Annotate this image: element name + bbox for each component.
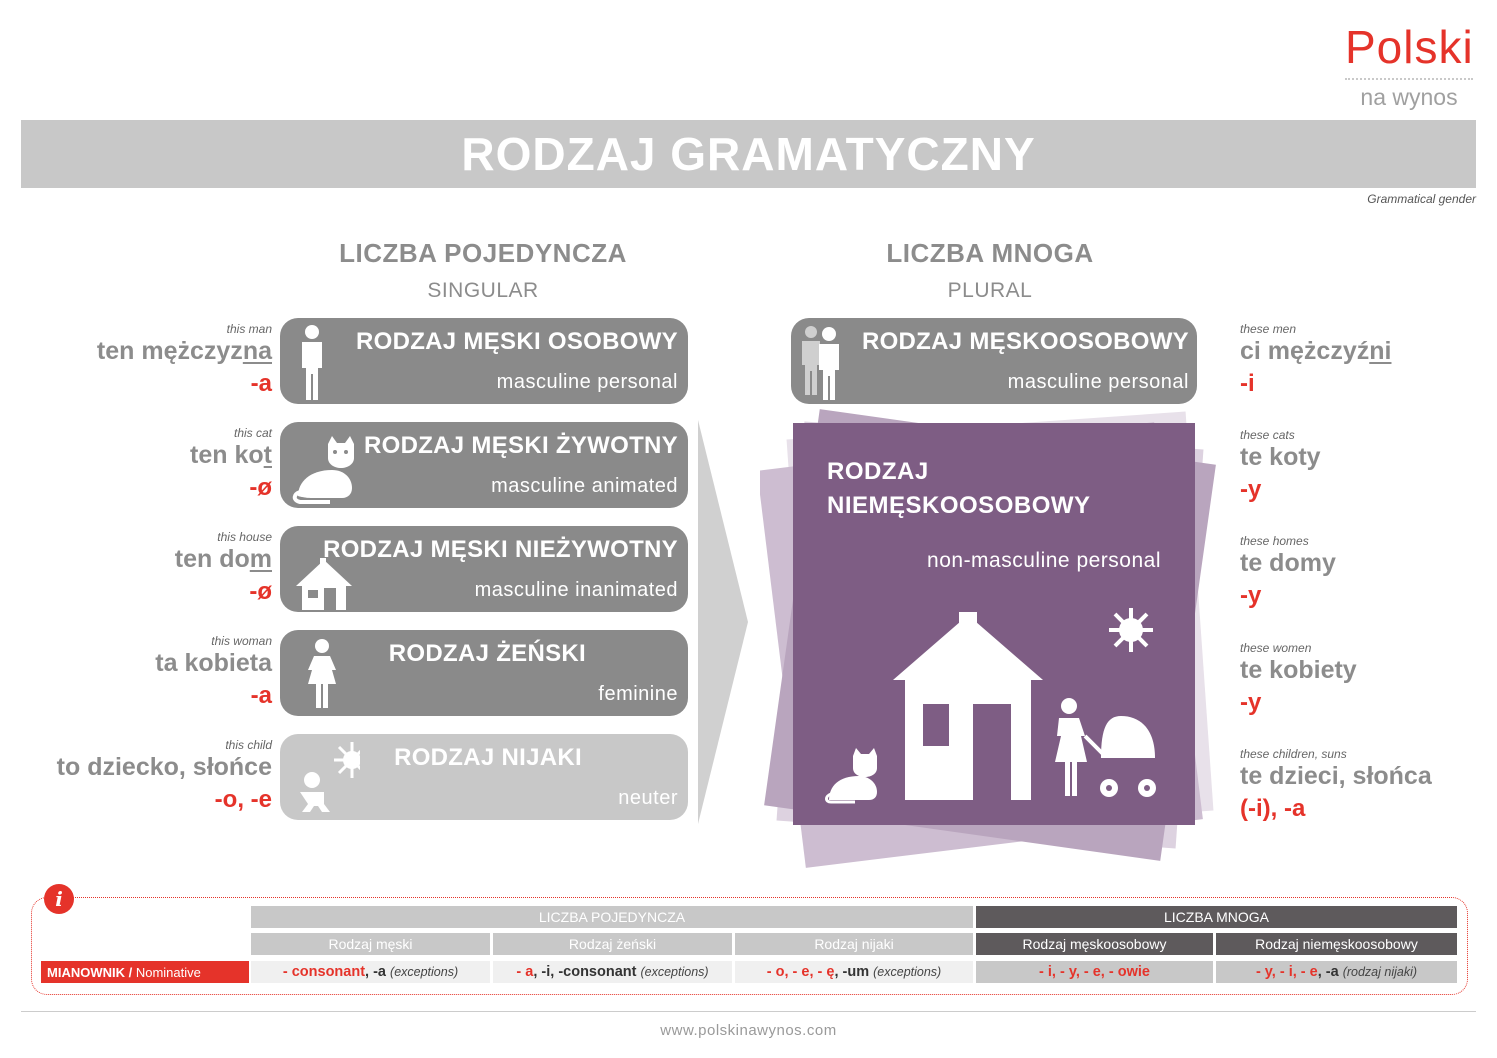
gender-title: RODZAJ NIEMĘSKOOSOBOWY bbox=[827, 458, 1091, 519]
plural-example-1 bbox=[1240, 322, 1490, 402]
table-cell-neuter: - o, - e, - ę , -um (exceptions) bbox=[735, 961, 973, 983]
table-col-feminine: Rodzaj żeński bbox=[493, 933, 732, 955]
gender-english: non-masculine personal bbox=[927, 549, 1161, 572]
gender-box-masculine-inanimated bbox=[280, 526, 688, 612]
gender-box-masculine-animated bbox=[280, 422, 688, 508]
example-gloss: this man bbox=[226, 322, 272, 336]
gender-box-feminine bbox=[280, 630, 688, 716]
gender-title: RODZAJ ŻEŃSKI bbox=[388, 640, 586, 667]
table-header-plural: LICZBA MNOGA bbox=[976, 906, 1457, 928]
table-row-label-nominative: MIANOWNIK / Nominative bbox=[41, 961, 249, 983]
gender-box-plural-masculine-personal bbox=[791, 318, 1197, 404]
example-ending: -i bbox=[1240, 370, 1255, 397]
gender-english: masculine animated bbox=[491, 475, 678, 497]
men-icon bbox=[795, 322, 849, 402]
singular-header-pl: LICZBA POJEDYNCZA bbox=[339, 238, 627, 268]
example-gloss: this cat bbox=[233, 426, 272, 440]
logo-subtitle: na wynos bbox=[1360, 84, 1458, 110]
gender-english: masculine personal bbox=[496, 371, 678, 393]
gender-title: RODZAJ MĘSKI NIEŻYWOTNY bbox=[323, 536, 678, 563]
example-ending: -ø bbox=[249, 474, 272, 501]
singular-header-en: SINGULAR bbox=[427, 279, 539, 302]
example-gloss: these women bbox=[1240, 641, 1312, 655]
footer-url[interactable]: www.polskinawynos.com bbox=[660, 1022, 837, 1039]
plural-scene-icon bbox=[823, 608, 1173, 808]
example-ending: (-i), -a bbox=[1240, 795, 1306, 822]
plural-example-4 bbox=[1240, 641, 1490, 721]
example-gloss: this woman bbox=[211, 634, 272, 648]
gender-box-neuter bbox=[280, 734, 688, 820]
singular-example-1 bbox=[2, 322, 272, 402]
gender-english: feminine bbox=[598, 683, 678, 705]
plural-example-5 bbox=[1240, 747, 1490, 827]
plural-example-3 bbox=[1240, 534, 1490, 614]
gender-english: masculine inanimated bbox=[474, 579, 678, 601]
example-gloss: these children, suns bbox=[1240, 747, 1347, 761]
man-icon bbox=[290, 322, 360, 402]
example-noun: to dziecko, słońce bbox=[56, 753, 272, 781]
example-noun: ci mężczyźni bbox=[1240, 337, 1392, 365]
singular-example-3 bbox=[2, 530, 272, 610]
example-ending: -y bbox=[1240, 689, 1262, 716]
table-col-non-masculine-personal: Rodzaj niemęskoosobowy bbox=[1216, 933, 1457, 955]
example-noun: te domy bbox=[1240, 549, 1336, 577]
example-gloss: these homes bbox=[1240, 534, 1309, 548]
logo-word: Polski bbox=[1345, 21, 1474, 73]
singular-example-2 bbox=[2, 426, 272, 506]
table-cell-masculine-personal: - i, - y, - e, - owie bbox=[976, 961, 1213, 983]
table-header-singular: LICZBA POJEDYNCZA bbox=[251, 906, 973, 928]
example-ending: -a bbox=[250, 682, 272, 709]
gender-english: masculine personal bbox=[1007, 371, 1189, 393]
example-ending: -ø bbox=[249, 578, 272, 605]
footer-divider bbox=[21, 1011, 1476, 1012]
singular-header bbox=[318, 238, 648, 303]
singular-example-5 bbox=[2, 738, 272, 818]
plural-header-pl: LICZBA MNOGA bbox=[886, 238, 1094, 268]
table-cell-masculine: - consonant , -a (exceptions) bbox=[251, 961, 490, 983]
cat-icon bbox=[290, 426, 360, 506]
example-noun: ten dom bbox=[174, 545, 272, 573]
gender-title: RODZAJ MĘSKI ŻYWOTNY bbox=[363, 432, 678, 459]
title-banner bbox=[21, 120, 1476, 188]
arrow-icon bbox=[698, 420, 750, 824]
example-gloss: these cats bbox=[1240, 428, 1295, 442]
logo bbox=[1345, 22, 1473, 110]
gender-english: neuter bbox=[618, 787, 678, 809]
example-noun: ten kot bbox=[190, 441, 272, 469]
example-ending: -o, -e bbox=[214, 786, 272, 813]
example-noun: te kobiety bbox=[1240, 656, 1357, 684]
plural-example-2 bbox=[1240, 428, 1490, 508]
gender-title: RODZAJ MĘSKI OSOBOWY bbox=[355, 328, 678, 355]
example-ending: -a bbox=[250, 370, 272, 397]
page-title: RODZAJ GRAMATYCZNY bbox=[461, 128, 1036, 180]
gender-box-masculine-personal bbox=[280, 318, 688, 404]
logo-divider bbox=[1345, 78, 1473, 80]
example-noun: te koty bbox=[1240, 443, 1321, 471]
baby-sun-icon bbox=[290, 738, 360, 818]
woman-icon bbox=[290, 634, 360, 714]
example-ending: -y bbox=[1240, 582, 1262, 609]
table-col-masculine-personal: Rodzaj męskoosobowy bbox=[976, 933, 1213, 955]
page-subtitle: Grammatical gender bbox=[1367, 192, 1476, 206]
plural-header-en: PLURAL bbox=[947, 279, 1033, 302]
plural-header bbox=[840, 238, 1140, 303]
table-cell-feminine: - a , -i, -consonant (exceptions) bbox=[493, 961, 732, 983]
singular-example-4 bbox=[2, 634, 272, 714]
example-gloss: this child bbox=[225, 738, 272, 752]
info-icon: i bbox=[44, 884, 74, 914]
table-col-neuter: Rodzaj nijaki bbox=[735, 933, 973, 955]
gender-title: RODZAJ MĘSKOOSOBOWY bbox=[861, 328, 1189, 355]
table-cell-non-masculine-personal: - y, - i, - e , -a (rodzaj nijaki) bbox=[1216, 961, 1457, 983]
sun-icon bbox=[334, 742, 360, 778]
example-noun: ta kobieta bbox=[155, 649, 272, 677]
gender-title: RODZAJ NIJAKI bbox=[394, 744, 582, 771]
gender-box-plural-non-masculine bbox=[793, 423, 1195, 825]
example-gloss: this house bbox=[217, 530, 272, 544]
table-col-masculine: Rodzaj męski bbox=[251, 933, 490, 955]
example-noun: ten mężczyzna bbox=[96, 337, 272, 365]
example-gloss: these men bbox=[1240, 322, 1297, 336]
example-noun: te dzieci, słońca bbox=[1240, 762, 1432, 790]
example-ending: -y bbox=[1240, 476, 1262, 503]
